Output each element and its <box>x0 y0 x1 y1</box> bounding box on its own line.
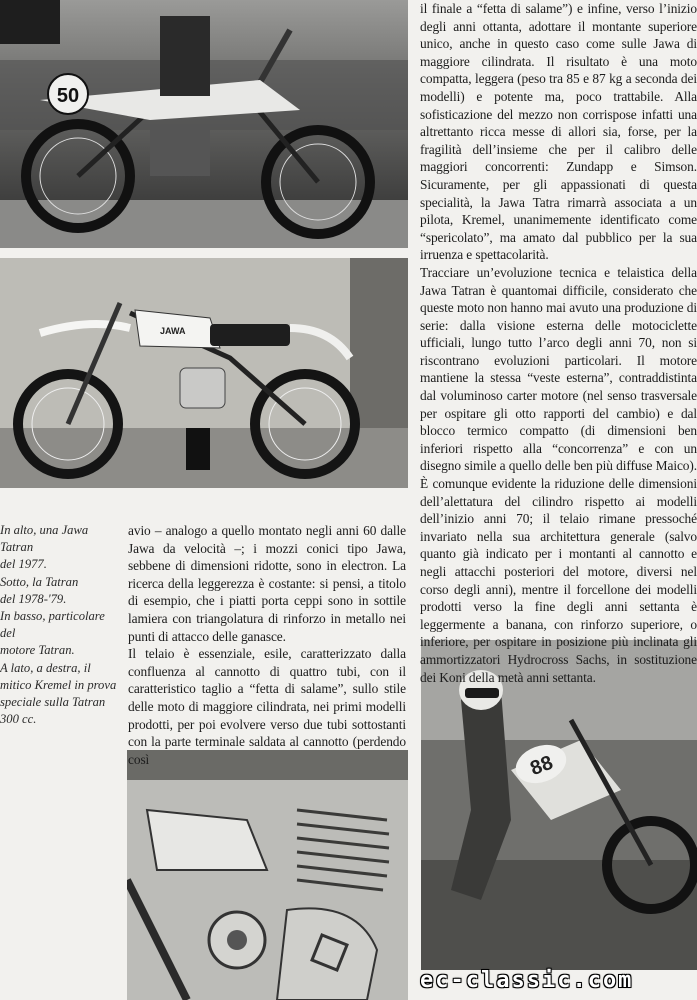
photo-kremel-racing <box>421 640 697 970</box>
body-paragraph: il finale a “fetta di salame”) e infine, verso l’inizio degli anni ottanta, adottare il montante superiore unico, anche in questo caso come sulle Jawa di maggiore cilindrata. Il risultato è una moto compatta, leggera (peso tra 85 e 87 kg a seconda dei modelli) e potente ma, poco trattabile. Alla sofisticazione del mezzo non corrispose infatti una altrettanto ricca messe di allori sia, forse, per la fragilità dell’insieme che per il calibro delle maggiori concorrenti: Zundapp e Simson. Sicuramente, per gli appassionati di questa specialità, la Jawa Tatra rimarrà associata a un pilota, Kremel, unanimemente identificato come “spericolato”, ma amato dal pubblico per la sua irruenza e spettacolarità. <box>420 1 697 263</box>
caption-line: A lato, a destra, il <box>0 660 91 675</box>
watermark: ec-classic.com <box>420 968 634 993</box>
caption-line: In alto, una Jawa Tatran <box>0 523 89 555</box>
caption-line: motore Tatran. <box>0 643 75 658</box>
caption-line: Sotto, la Tatran <box>0 574 79 589</box>
right-column-text <box>420 0 697 686</box>
race-number-50: 50 <box>56 85 80 107</box>
photo-engine-detail <box>127 750 408 1000</box>
caption-line: del 1977. <box>0 557 47 572</box>
race-number-88: 88 <box>527 751 556 781</box>
caption-line: In basso, particolare del <box>0 609 105 641</box>
tank-brand-label: JAWA <box>160 326 186 336</box>
photo-tatran-1978 <box>0 258 408 488</box>
caption-line: del 1978-'79. <box>0 591 67 606</box>
photo-caption <box>0 522 118 728</box>
caption-line: mitico Kremel in prova <box>0 677 117 692</box>
body-paragraph: Tracciare un’evoluzione tecnica e telaistica della Jawa Tatran è quantomai difficile, considerato che queste moto non hanno mai avuto una produzione di serie: dalla visione esterna delle motociclette ufficiali, lungo tutto l’arco degli anni 70, non si riscontrano evoluzioni particolari. Il motore mantiene la stessa “veste esterna”, contraddistinta dal voluminoso carter motore (nel senso trasversale per ospitare gli otto rapporti del cambio) e dal blocco termico compatto (di dimensioni ben inferiori rispetto alla “concorrenza” e con un disegno simile a quello delle ben più diffuse Maico). È comunque evidente la riduzione delle dimensioni dell’alettatura del cilindro rispetto ai modelli dell’inizio anni 70; il telaio rimane pressoché invariato nella sua architettura generale (salvo quanto già indicato per i montanti al cannotto e negli attacchi posteriori del motore, diversi nel corso degli anni), mentre il forcellone dei modelli prodotti verso la fine degli anni settanta è leggermente a banana, con rinforzo superiore, o inferiore, per ospitare in posizione più inclinata gli ammortizzatori Hydrocross Sachs, in sostituzione dei Koni della metà anni settanta. <box>420 264 697 685</box>
photo-tatran-1977 <box>0 0 408 248</box>
caption-line: speciale sulla Tatran <box>0 695 106 710</box>
caption-line: 300 cc. <box>0 712 37 727</box>
middle-column-text <box>128 522 406 768</box>
body-paragraph: avio – analogo a quello montato negli anni 60 dalle Jawa da velocità –; i mozzi conici tipo Jawa, sebbene di dimensioni ridotte, sono in electron. La ricerca della leggerezza è costante: si pensi, a titolo di esempio, che i piatti porta ceppi sono in sottile lamiera con triangolatura di rinforzo in metallo nei punti di attacco delle ganasce. <box>128 523 406 644</box>
body-paragraph: Il telaio è essenziale, esile, caratterizzato dalla confluenza al cannotto di quattro tubi, con il caratteristico taglio a “fetta di salame”, sullo stile delle moto di maggiore cilindrata, nei primi modelli prodotti, per poi evolvere verso due tubi sottostanti con la parte terminale saldata al cannotto (perdendo così <box>128 646 406 767</box>
